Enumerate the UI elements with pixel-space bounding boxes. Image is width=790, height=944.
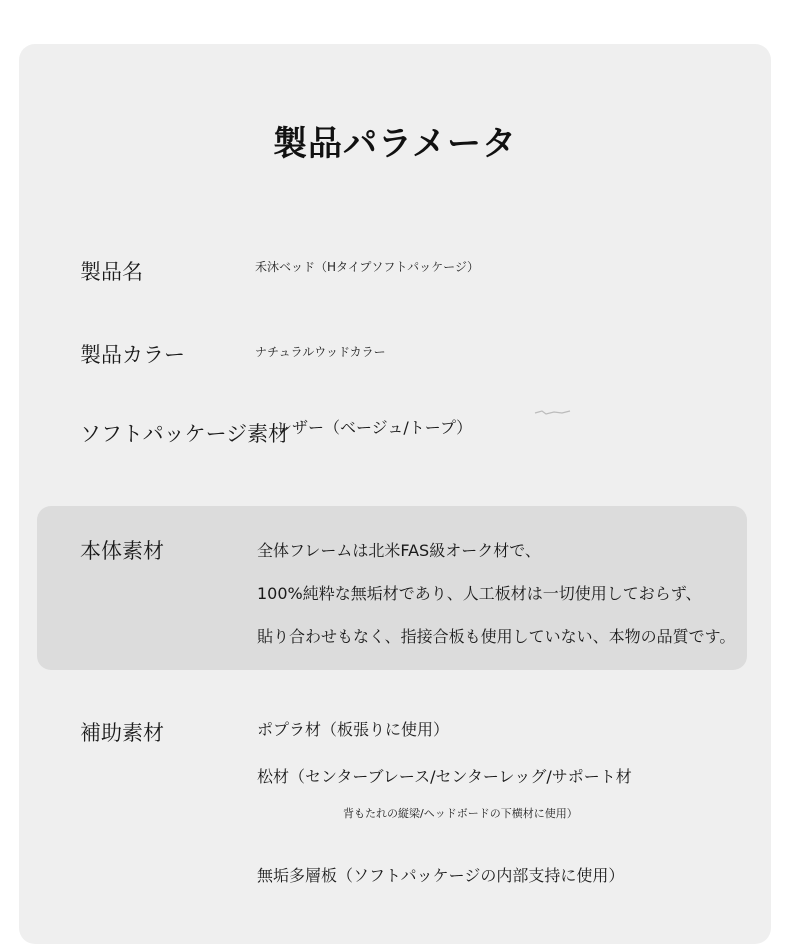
smudge-mark (532, 408, 574, 422)
soft-package-material-value: レザー（ベージュ/トープ） (276, 418, 473, 437)
auxiliary-material-line-4: 無垢多層板（ソフトパッケージの内部支持に使用） (257, 866, 625, 885)
auxiliary-material-note: 背もたれの縦梁/ヘッドボードの下横材に使用） (343, 807, 578, 820)
product-color-value: ナチュラルウッドカラー (255, 345, 386, 359)
soft-package-material-label: ソフトパッケージ素材 (80, 422, 290, 446)
body-material-line-3: 貼り合わせもなく、指接合板も使用していない、本物の品質です。 (257, 627, 736, 646)
product-color-label: 製品カラー (80, 343, 185, 367)
auxiliary-material-label: 補助素材 (80, 721, 164, 745)
body-material-label: 本体素材 (80, 539, 164, 563)
auxiliary-material-line-2: 松材（センターブレース/センターレッグ/サポート材 (257, 767, 632, 786)
page-title: 製品パラメータ (273, 124, 517, 164)
product-name-value: 禾沐ベッド（Hタイプソフトパッケージ） (255, 260, 479, 274)
auxiliary-material-line-1: ポプラ材（板張りに使用） (257, 720, 450, 739)
product-name-label: 製品名 (80, 260, 143, 284)
body-material-line-2: 100%純粋な無垢材であり、人工板材は一切使用しておらず、 (257, 584, 702, 603)
body-material-line-1: 全体フレームは北米FAS級オーク材で、 (257, 541, 541, 560)
